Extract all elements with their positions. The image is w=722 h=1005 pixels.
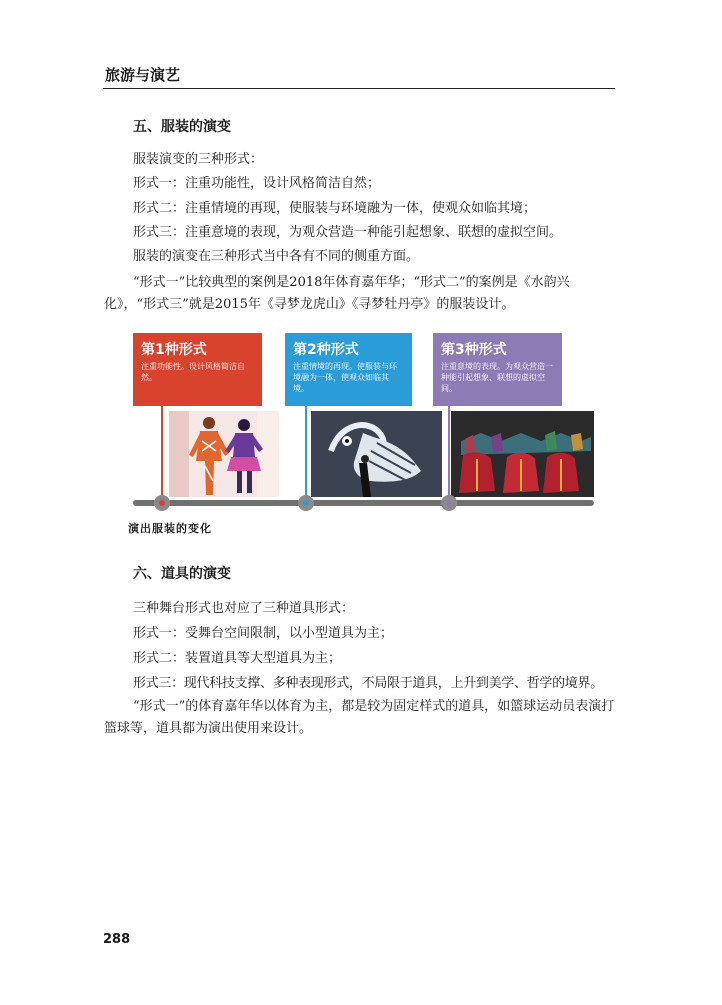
form-card-3-title: 第3种形式 bbox=[441, 342, 507, 358]
form-card-2-title: 第2种形式 bbox=[293, 342, 359, 358]
section-6-line-4: 形式三：现代科技支撑、多种表现形式，不局限于道具，上升到美学、哲学的境界。 bbox=[133, 676, 603, 691]
timeline-dot-1 bbox=[154, 495, 170, 511]
section-5-line-5: 服装的演变在三种形式当中各有不同的侧重方面。 bbox=[133, 249, 420, 264]
form-card-2 bbox=[285, 333, 412, 406]
section-5-paragraph: “形式一”比较典型的案例是2018年体育嘉年华；“形式二”的案例是《水韵兴化》，“形式三”就是2015年《寻梦龙虎山》《寻梦牡丹亭》的服装设计。 bbox=[104, 275, 570, 312]
timeline-stem-3 bbox=[448, 406, 450, 504]
form-card-2-desc: 注重情境的再现。使服装与环境融为一体，使观众如临其境。 bbox=[293, 362, 397, 393]
timeline-dot-2 bbox=[298, 495, 314, 511]
form-card-1-title: 第1种形式 bbox=[141, 342, 207, 358]
form-card-1-desc: 注重功能性。设计风格简洁自然。 bbox=[141, 362, 245, 382]
section-6-heading: 六、道具的演变 bbox=[133, 566, 231, 582]
section-5-heading: 五、服装的演变 bbox=[133, 119, 231, 135]
section-6-line-2: 形式一：受舞台空间限制，以小型道具为主； bbox=[133, 626, 394, 641]
header-rule bbox=[103, 88, 615, 89]
section-5-line-3: 形式二：注重情境的再现，使服装与环境融为一体，使观众如临其境； bbox=[133, 201, 537, 216]
costume-sketch-image bbox=[169, 411, 279, 497]
timeline-stem-2 bbox=[305, 406, 307, 504]
section-6-line-3: 形式二：装置道具等大型道具为主； bbox=[133, 651, 342, 666]
form-card-1 bbox=[133, 333, 262, 406]
section-5-line-4: 形式三：注重意境的表现，为观众营造一种能引起想象、联想的虚拟空间。 bbox=[133, 225, 563, 240]
running-header: 旅游与演艺 bbox=[105, 66, 181, 84]
timeline-dot-3 bbox=[441, 495, 457, 511]
page-number: 288 bbox=[103, 932, 131, 947]
section-5-line-2: 形式一：注重功能性，设计风格简洁自然； bbox=[133, 176, 381, 191]
costume-evolution-figure bbox=[133, 333, 594, 515]
costume-display-image bbox=[451, 411, 594, 497]
form-card-3 bbox=[433, 333, 562, 406]
stage-bird-costume-image bbox=[311, 411, 442, 497]
form-card-3-desc: 注重意境的表现。为观众营造一种能引起想象、联想的虚拟空间。 bbox=[441, 362, 553, 393]
section-5-line-1: 服装演变的三种形式： bbox=[133, 152, 264, 167]
timeline-bar bbox=[133, 500, 594, 506]
timeline-stem-1 bbox=[161, 406, 163, 504]
figure-caption: 演出服装的变化 bbox=[128, 522, 212, 535]
section-6-paragraph: “形式一”的体育嘉年华以体育为主，都是较为固定样式的道具，如篮球运动员表演打篮球等，道具都为演出使用来设计。 bbox=[104, 699, 615, 736]
section-6-line-1: 三种舞台形式也对应了三种道具形式： bbox=[133, 601, 355, 616]
